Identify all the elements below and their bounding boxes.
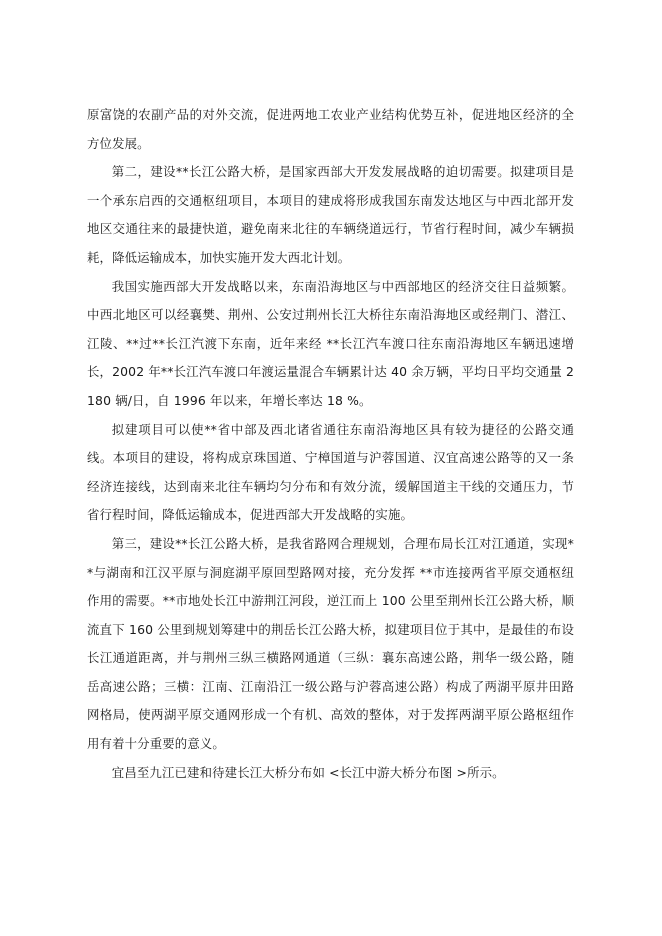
paragraph-third-point: 第三，建设**长江公路大桥，是我省路网合理规划，合理布局长江对江通道，实现**与湖南和江汉平原与洞庭湖平原回型路网对接，充分发挥 **市连接两省平原交通枢纽作用的需要。**市地处长江中游荆江河段，逆江而上 100 公里至荆州长江公路大桥，顺流直下 160 公里到规划筹建中的荆岳长江公路大桥，拟建项目位于其中，是最佳的布设长江通道距离，并与荆州三纵三横路网通道（三纵：襄东高速公路，荆华一级公路，随岳高速公路；三横：江南、江南沿江一级公路与沪蓉高速公路）构成了两湖平原井田路网格局，使两湖平原交通网形成一个有机、高效的整体，对于发挥两湖平原公路枢纽作用有着十分重要的意义。	[87, 535, 574, 752]
paragraph-second-point: 第二，建设**长江公路大桥，是国家西部大开发发展战略的迫切需要。拟建项目是一个承东启西的交通枢纽项目，本项目的建成将形成我国东南发达地区与中西北部开发地区交通往来的最捷快道，避免南来北往的车辆绕道远行，节省行程时间，减少车辆损耗，降低运输成本，加快实施开发大西北计划。	[87, 164, 574, 265]
paragraph-continuation: 原富饶的农副产品的对外交流，促进两地工农业产业结构优势互补，促进地区经济的全方位发展。	[87, 107, 574, 151]
paragraph-bridge-distribution: 宜昌至九江已建和待建长江大桥分布如 <长江中游大桥分布图 >所示。	[111, 764, 505, 780]
paragraph-route-benefit: 拟建项目可以使**省中部及西北诸省通往东南沿海地区具有较为捷径的公路交通线。本项目的建设，将构成京珠国道、宁樟国道与沪蓉国道、汉宜高速公路等的又一条经济连接线，达到南来北往车辆均匀分布和有效分流，缓解国道主干线的交通压力，节省行程时间，降低运输成本，促进西部大开发战略的实施。	[87, 421, 574, 523]
document-page	[87, 101, 574, 787]
paragraph-west-development: 我国实施西部大开发战略以来，东南沿海地区与中西部地区的经济交往日益频繁。中西北地区可以经襄樊、荆州、公安过荆州长江大桥往东南沿海地区或经荆门、潜江、江陵、**过**长江汽渡下东南，近年来经 **长江汽车渡口往东南沿海地区车辆迅速增长，2002 年**长江汽车渡口年渡运量混合车辆累计达 40 余万辆，平均日平均交通量 2180 辆/日，自 1996 年以来，年增长率达 18 %。	[87, 278, 574, 408]
